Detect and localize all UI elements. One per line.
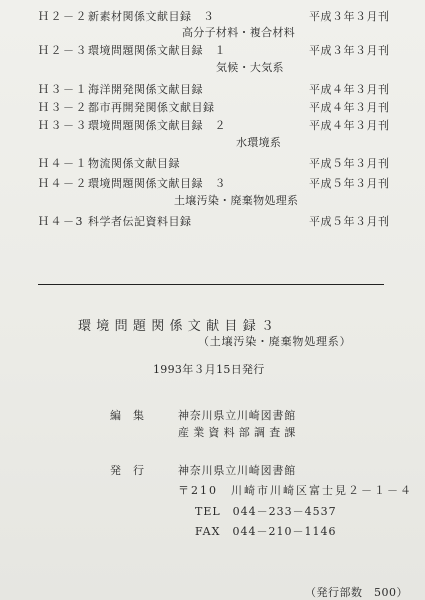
publisher-fax: FAX 044－210－1146 (195, 525, 337, 538)
series-date: 平成５年３月刊 (309, 157, 390, 170)
publisher-name: 神奈川県立川崎図書館 (178, 464, 296, 477)
publisher-label: 発行 (110, 464, 156, 477)
series-title: 新素材関係文献目録 ３ (88, 10, 215, 23)
editor-name: 神奈川県立川崎図書館 (178, 409, 296, 422)
book-title: 環境問題関係文献目録３ (78, 319, 280, 334)
series-subtitle: 気候・大気系 (216, 61, 284, 74)
editor-label: 編集 (110, 409, 156, 422)
series-date: 平成４年３月刊 (309, 119, 390, 132)
series-title: 海洋開発関係文献目録 (88, 83, 203, 96)
series-date: 平成３年３月刊 (309, 10, 390, 23)
series-date: 平成５年３月刊 (309, 177, 390, 190)
print-run: （発行部数 500） (305, 586, 408, 599)
series-code: Ｈ４－3 (38, 215, 84, 228)
series-date: 平成４年３月刊 (309, 101, 390, 114)
series-subtitle: 高分子材料・複合材料 (182, 26, 295, 39)
divider-rule (38, 284, 384, 285)
series-code: Ｈ３－３ (38, 119, 88, 132)
series-subtitle: 土壌汚染・廃棄物処理系 (174, 194, 299, 207)
publisher-address: 〒210 川崎市川崎区富士見２－１－４ (178, 484, 413, 497)
series-code: Ｈ２－３ (38, 44, 88, 57)
series-date: 平成３年３月刊 (309, 44, 390, 57)
book-subtitle: （土壌汚染・廃棄物処理系） (198, 335, 352, 348)
publisher-tel: TEL 044－233－4537 (195, 505, 337, 518)
series-title: 環境問題関係文献目録 １ (88, 44, 226, 57)
series-code: Ｈ４－１ (38, 157, 88, 170)
series-code: Ｈ３－１ (38, 83, 88, 96)
series-title: 科学者伝記資料目録 (88, 215, 192, 228)
series-date: 平成４年３月刊 (309, 83, 390, 96)
series-title: 環境問題関係文献目録 ２ (88, 119, 226, 132)
publication-date: 1993年３月15日発行 (153, 363, 265, 376)
series-subtitle: 水環境系 (236, 136, 282, 149)
editor-department: 産業資料部調査課 (178, 426, 300, 439)
series-title: 都市再開発関係文献目録 (88, 101, 215, 114)
series-code: Ｈ４－２ (38, 177, 88, 190)
series-title: 物流関係文献目録 (88, 157, 180, 170)
series-title: 環境問題関係文献目録 ３ (88, 177, 226, 190)
series-code: Ｈ２－２ (38, 10, 88, 23)
series-date: 平成５年３月刊 (309, 215, 390, 228)
series-code: Ｈ３－２ (38, 101, 88, 114)
